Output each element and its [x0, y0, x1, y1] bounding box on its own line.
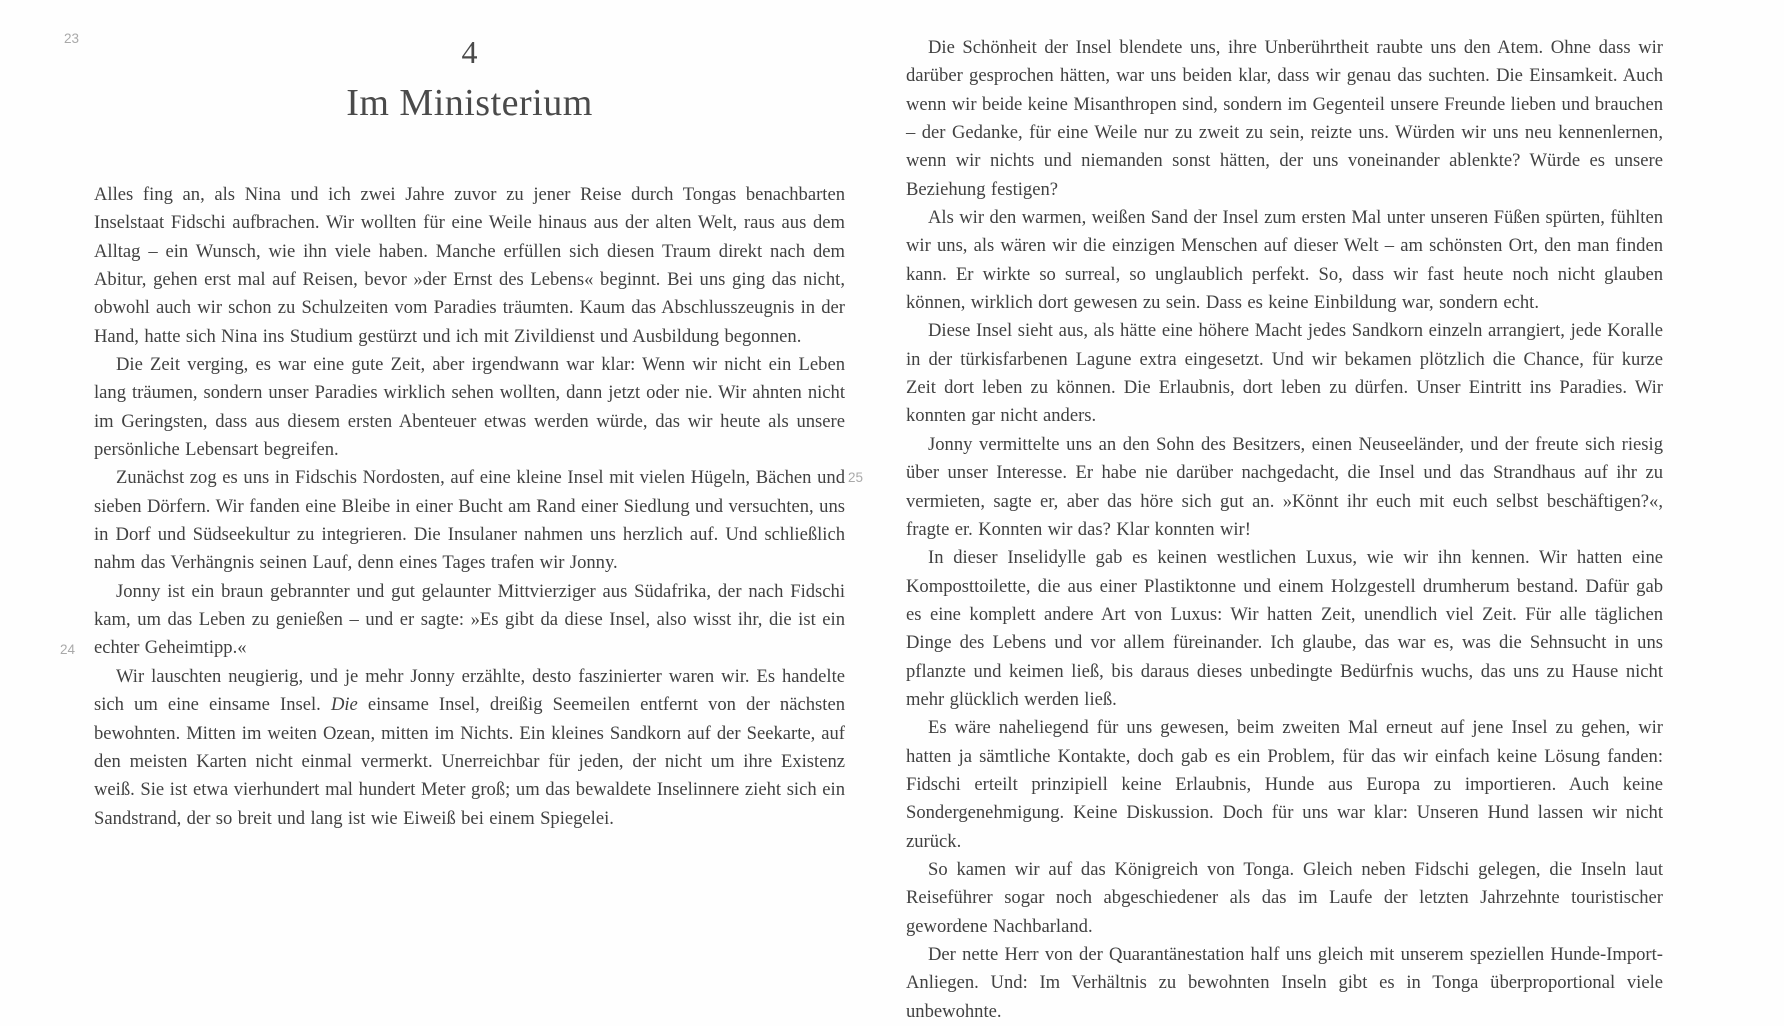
paragraph: So kamen wir auf das Königreich von Tonga. Gleich neben Fidschi gelegen, die Inseln laut Reiseführer sogar noch abgeschiedener als das im Laufe der letzten Jahrzehnte touristischer gewordene Nachbarland.: [906, 858, 1663, 937]
paragraph: Die Schönheit der Insel blendete uns, ihre Unberührtheit raubte uns den Atem. Ohne dass wir darüber gesprochen hätten, war uns beiden klar, dass wir genau das suchten. Die Einsamkeit. Auch wenn wir beide keine Misanthropen sind, sondern im Gegenteil unsere Freunde lieben und brauchen – der Gedanke, für eine Weile nur zu zweit zu sein, reizte uns. Würden wir uns neu kennenlernen, wenn wir nichts und niemanden sonst hätten, der uns voneinander ablenkte? Würde es unsere Beziehung festigen?: [906, 37, 1663, 200]
paragraph: Zunächst zog es uns in Fidschis Nordosten, auf eine kleine Insel mit vielen Hügeln, Bächen und sieben Dörfern. Wir fanden eine Bleibe in einer Bucht am Rand einer Siedlung und versuchten, uns in Dorf und Südseekultur zu integrieren. Die Insulaner nahmen uns herzlich auf. Und schließlich nahm das Verhängnis seinen Lauf, denn eines Tages trafen wir Jonny.: [94, 467, 845, 574]
paragraph: Jonny ist ein braun gebrannter und gut gelaunter Mittvierziger aus Südafrika, der nach Fidschi kam, um das Leben zu genießen – und er sagte: »Es gibt da diese Insel, also wisst ihr, die ist ein echter Geheimtipp.«: [94, 580, 845, 659]
right-page-text: [906, 34, 1663, 1026]
chapter-title: Im Ministerium: [346, 82, 593, 125]
page-left: [94, 0, 845, 867]
paragraph: Die Zeit verging, es war eine gute Zeit, aber irgendwann war klar: Wenn wir nicht ein Leben lang träumen, sondern unser Paradies wirklich sehen wollten, dann jetzt oder nie. Wir ahnten nicht im Geringsten, dass aus diesem ersten Abenteuer etwas werden würde, das wir heute als unsere persönliche Lebensart begreifen.: [94, 354, 845, 461]
paragraph: Als wir den warmen, weißen Sand der Insel zum ersten Mal unter unseren Füßen spürten, fühlten wir uns, als wären wir die einzigen Menschen auf dieser Welt – am schönsten Ort, den man finden kann. Er wirkte so surreal, so unglaublich perfekt. So, dass wir fast heute noch nicht glauben können, wirklich dort gewesen zu sein. Dass es keine Einbildung war, sondern echt.: [906, 207, 1663, 314]
paragraph: Diese Insel sieht aus, als hätte eine höhere Macht jedes Sandkorn einzeln arrangiert, jede Koralle in der türkisfarbenen Lagune extra eingesetzt. Und wir bekamen plötzlich die Chance, für kurze Zeit dort leben zu können. Die Erlaubnis, dort leben zu dürfen. Unser Eintritt ins Paradies. Wir konnten gar nicht anders.: [906, 320, 1663, 427]
chapter-number: 4: [461, 34, 478, 70]
paragraph: [94, 663, 845, 833]
paragraph: Es wäre naheliegend für uns gewesen, beim zweiten Mal erneut auf jene Insel zu gehen, wir hatten ja sämtliche Kontakte, doch gab es ein Problem, für das wir einfach keine Lösung fanden: Fidschi erteilt prinzipiell keine Erlaubnis, Hunde aus Europa zu importieren. Auch keine Sondergenehmigung. Keine Diskussion. Doch für uns war klar: Unseren Hund lassen wir nicht zurück.: [906, 717, 1663, 852]
chapter-header: [94, 33, 845, 127]
italic-emphasis: Die: [330, 694, 358, 716]
paragraph-run: einsame Insel, dreißig Seemeilen entfernt von der nächsten bewohnten. Mitten im weiten Ozean, mitten im Nichts. Ein kleines Sandkorn auf der Seekarte, auf den meisten Karten nicht einmal vermerkt. Unerreichbar für jeden, der nicht um ihre Existenz weiß. Sie ist etwa vierhundert mal hundert Meter groß; um das bewaldete Inselinnere zieht sich ein Sandstrand, der so breit und lang ist wie Eiweiß bei einem Spiegelei.: [94, 694, 845, 829]
paragraph: Jonny vermittelte uns an den Sohn des Besitzers, einen Neuseeländer, und der freute sich riesig über unser Interesse. Er habe nie darüber nachgedacht, die Insel und das Strandhaus auf ihr zu vermieten, sagte er, aber das höre sich gut an. »Könnt ihr euch mit euch selbst beschäftigen?«, fragte er. Konnten wir das? Klar konnten wir!: [906, 433, 1663, 540]
page-right: [906, 0, 1663, 1022]
paragraph: Alles fing an, als Nina und ich zwei Jahre zuvor zu jener Reise durch Tongas benachbarten Inselstaat Fidschi aufbrachen. Wir wollten für eine Weile hinaus aus der alten Welt, raus aus dem Alltag – ein Wunsch, wie ihn viele haben. Manche erfüllen sich diesen Traum direkt nach dem Abitur, gehen erst mal auf Reisen, bevor »der Ernst des Lebens« beginnt. Bei uns ging das nicht, obwohl auch wir schon zu Schulzeiten vom Paradies träumten. Kaum das Abschlusszeugnis in der Hand, hatte sich Nina ins Studium gestürzt und ich mit Zivildienst und Ausbildung begonnen.: [94, 183, 845, 347]
paragraph-run: Wir lauschten neugierig, und je mehr Jonny erzählte, desto faszinierter waren wir. Es handelte sich um eine einsame Insel.: [94, 665, 845, 716]
paragraph: Der nette Herr von der Quarantänestation half uns gleich mit unserem speziellen Hunde-Import-Anliegen. Und: Im Verhältnis zu bewohnten Inseln gibt es in Tonga überproportional viele unbewohnte.: [906, 944, 1663, 1022]
margin-page-number-24: 24: [60, 642, 76, 657]
left-page-text: [94, 181, 845, 833]
paragraph: In dieser Inselidylle gab es keinen westlichen Luxus, wie wir ihn kennen. Wir hatten eine Komposttoilette, die aus einer Plastiktonne und einem Holzgestell drumherum bestand. Dafür gab es eine komplett andere Art von Luxus: Wir hatten Zeit, unendlich viel Zeit. Für alle täglichen Dinge des Lebens und vor allem füreinander. Ich glaube, das war es, was die Sehnsucht in uns pflanzte und keimen ließ, bis daraus dieses unbedingte Bedürfnis wuchs, das uns zu Hause nicht mehr glücklich werden ließ.: [906, 547, 1663, 710]
margin-page-number-25: 25: [848, 470, 864, 485]
margin-page-number-23: 23: [64, 31, 80, 46]
